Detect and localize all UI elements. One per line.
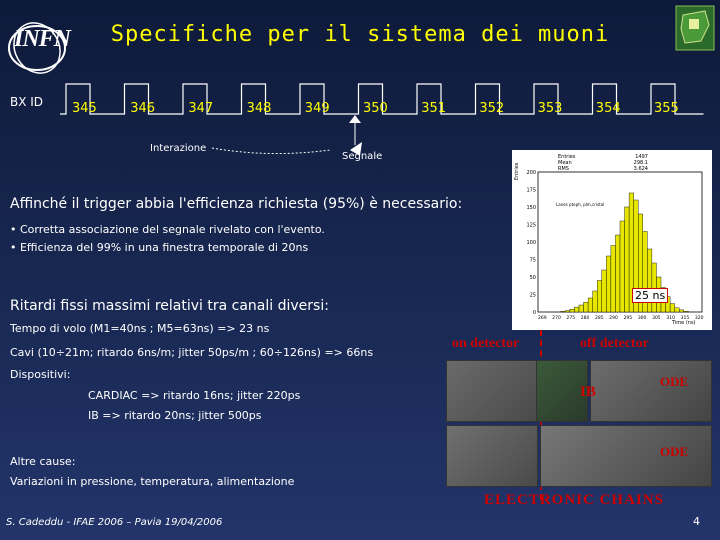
histo-bar xyxy=(597,281,602,313)
ode-top-label: ODE xyxy=(660,374,689,389)
histo-bar xyxy=(684,311,689,312)
variazioni-line: Variazioni in pressione, temperatura, alimentazione xyxy=(10,475,295,488)
histo-xtick: 295 xyxy=(623,316,633,321)
histo-bar xyxy=(570,309,575,312)
bx-number: 353 xyxy=(537,101,563,116)
stat-value: 1497 xyxy=(635,154,648,160)
bx-number: 349 xyxy=(304,101,330,116)
bx-id-label: BX ID xyxy=(10,95,44,109)
histo-bar xyxy=(670,304,675,312)
histo-ylabel: Entries xyxy=(514,162,520,180)
bx-number: 352 xyxy=(479,101,505,116)
electronic-chains-label: ELECTRONIC CHAINS xyxy=(484,492,664,508)
histo-bar xyxy=(615,235,620,312)
histo-xtick: 280 xyxy=(580,316,590,321)
histo-ytick: 50 xyxy=(529,275,536,281)
histo-bar xyxy=(606,256,611,312)
off-detector-label: off detector xyxy=(580,336,649,351)
main-statement: Affinché il trigger abbia l'efficienza richiesta (95%) è necessario: xyxy=(10,196,463,212)
segnale-arrow xyxy=(335,115,375,150)
histo-xtick: 305 xyxy=(652,316,661,321)
bullet-2: • Efficienza del 99% in una finestra temporale di 20ns xyxy=(10,241,309,254)
bx-number: 346 xyxy=(130,101,156,116)
histo-ytick: 125 xyxy=(526,222,536,229)
histo-bar xyxy=(588,298,593,312)
interazione-label: Interazione xyxy=(150,143,207,154)
bx-number: 351 xyxy=(421,101,447,116)
bx-number: 345 xyxy=(72,101,97,116)
stat-label: Mean xyxy=(558,160,572,166)
histo-xtick: 320 xyxy=(694,316,704,321)
histo-xtick: 275 xyxy=(566,316,576,321)
bx-number: 347 xyxy=(188,101,214,116)
photo-cardiac-bottom xyxy=(446,425,538,487)
ritardi-heading: Ritardi fissi massimi relativi tra canali diversi: xyxy=(10,298,329,314)
histo-bar xyxy=(593,291,598,312)
histo-xtick: 315 xyxy=(680,316,690,321)
histo-25ns-annotation: 25 ns xyxy=(632,288,668,303)
cardiac-line: CARDIAC => ritardo 16ns; jitter 220ps xyxy=(88,389,301,402)
stat-value: 298.1 xyxy=(633,160,648,166)
dispositivi-label: Dispositivi: xyxy=(10,368,71,381)
stat-label: Entries xyxy=(558,154,576,160)
bx-number: 355 xyxy=(654,101,679,116)
histogram-svg xyxy=(512,150,712,330)
corner-logo-icon xyxy=(675,5,715,51)
cavi-line: Cavi (10÷21m; ritardo 6ns/m; jitter 50ps/m ; 60÷126ns) => 66ns xyxy=(10,346,374,359)
histo-bar xyxy=(574,307,579,312)
histo-bar xyxy=(602,270,607,312)
histo-ytick: 75 xyxy=(529,257,536,264)
ib-label: IB xyxy=(580,384,596,400)
histo-ytick: 25 xyxy=(529,292,536,299)
histo-bar xyxy=(625,207,630,312)
tempo-volo-line: Tempo di volo (M1=40ns ; M5=63ns) => 23 ns xyxy=(10,322,270,335)
segnale-label: Segnale xyxy=(342,151,383,162)
altre-label: Altre cause: xyxy=(10,455,76,468)
page-number: 4 xyxy=(693,515,700,528)
histo-inner-label: Lanes ptoph, plm,cristal xyxy=(556,202,605,207)
histo-xtick: 269 xyxy=(538,316,547,321)
histo-xtick: 300 xyxy=(637,316,647,321)
histo-xlabel: Time (ns) xyxy=(672,320,696,326)
histo-ytick: 175 xyxy=(526,187,536,194)
histo-bar xyxy=(620,221,625,312)
histo-bar xyxy=(675,308,680,312)
slide-title: Specifiche per il sistema dei muoni xyxy=(110,22,610,47)
histo-bar xyxy=(611,246,616,313)
ib-line: IB => ritardo 20ns; jitter 500ps xyxy=(88,409,262,422)
histo-ytick: 100 xyxy=(526,240,536,246)
ode-bottom-label: ODE xyxy=(660,444,689,459)
stat-value: 3.624 xyxy=(633,166,648,172)
logo-text: INFN xyxy=(14,26,71,52)
bx-number: 350 xyxy=(363,101,388,116)
histo-ytick: 0 xyxy=(532,310,536,316)
bx-number: 354 xyxy=(595,101,621,116)
footer-citation: S. Cadeddu - IFAE 2006 – Pavia 19/04/2006 xyxy=(6,517,223,528)
histo-bar xyxy=(561,311,566,312)
photo-cable-top xyxy=(590,360,712,422)
photo-cardiac-top xyxy=(446,360,538,422)
histo-xtick: 270 xyxy=(552,316,561,321)
histo-ytick: 200 xyxy=(526,170,536,176)
histo-bar xyxy=(679,310,684,312)
histo-bar xyxy=(565,311,570,312)
histo-xtick: 290 xyxy=(609,316,618,321)
histo-bar xyxy=(579,305,584,312)
on-detector-label: on detector xyxy=(452,336,520,351)
histo-xtick: 310 xyxy=(666,316,675,321)
bx-number: 348 xyxy=(246,101,272,116)
histo-xtick: 285 xyxy=(595,316,604,321)
stat-label: RMS xyxy=(558,166,569,172)
histo-stats xyxy=(558,154,648,172)
timing-histogram xyxy=(512,150,712,330)
histo-bar xyxy=(584,302,589,312)
bullet-1: • Corretta associazione del segnale rivelato con l'evento. xyxy=(10,223,325,236)
histo-ytick: 150 xyxy=(526,205,536,211)
